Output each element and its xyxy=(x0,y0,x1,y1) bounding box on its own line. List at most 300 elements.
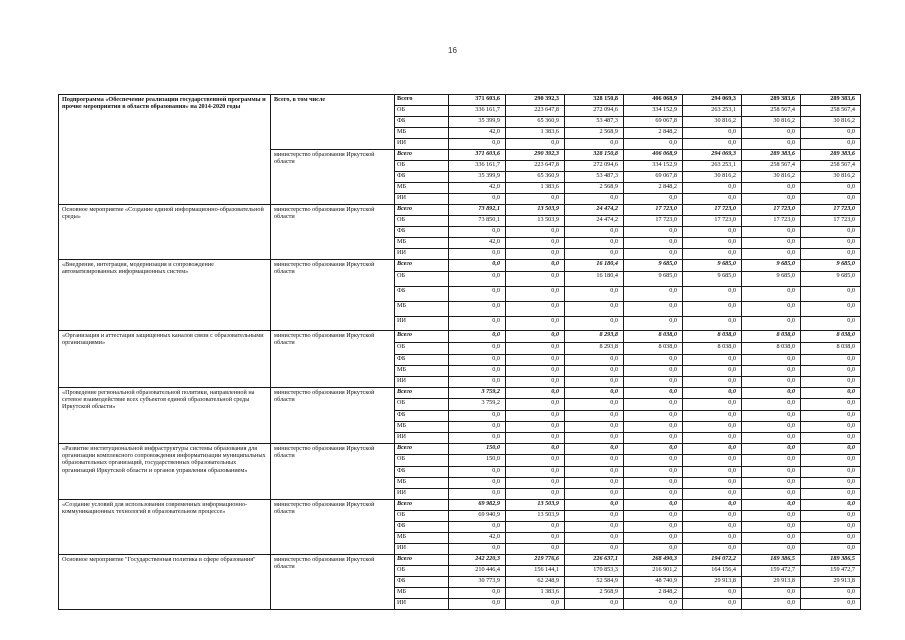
amount-cell: 0,0 xyxy=(449,467,506,478)
table-row xyxy=(59,500,861,511)
amount-cell: 0,0 xyxy=(683,355,742,366)
amount-cell: 406 068,9 xyxy=(624,95,683,106)
activity-name-cell: «Внедрение, интеграция, модернизация и сопровождение автоматизированных информационных систем» xyxy=(59,260,271,331)
amount-cell: 52 584,9 xyxy=(565,577,624,588)
amount-cell: 0,0 xyxy=(624,249,683,260)
table-row xyxy=(59,555,861,566)
funding-source-cell: ОБ xyxy=(395,399,449,411)
amount-cell: 0,0 xyxy=(683,500,742,511)
amount-cell: 0,0 xyxy=(801,287,861,302)
funding-source-cell: ФБ xyxy=(395,467,449,478)
amount-cell: 2 568,9 xyxy=(565,128,624,139)
amount-cell: 0,0 xyxy=(742,128,801,139)
amount-cell: 8 293,8 xyxy=(565,331,624,343)
amount-cell: 42,0 xyxy=(449,533,506,544)
funding-source-cell: Всего xyxy=(395,388,449,399)
amount-cell: 65 360,9 xyxy=(506,117,565,128)
amount-cell: 0,0 xyxy=(506,366,565,377)
amount-cell: 0,0 xyxy=(801,411,861,422)
amount-cell: 62 248,9 xyxy=(506,577,565,588)
amount-cell: 289 383,6 xyxy=(742,95,801,106)
amount-cell: 258 567,4 xyxy=(742,161,801,172)
funding-source-cell: ИИ xyxy=(395,249,449,260)
amount-cell: 0,0 xyxy=(683,422,742,433)
amount-cell: 0,0 xyxy=(801,183,861,194)
amount-cell: 0,0 xyxy=(506,533,565,544)
funding-source-cell: ОБ xyxy=(395,343,449,355)
amount-cell: 0,0 xyxy=(565,249,624,260)
amount-cell: 0,0 xyxy=(683,467,742,478)
amount-cell: 0,0 xyxy=(449,489,506,500)
amount-cell: 30 816,2 xyxy=(742,172,801,183)
funding-source-cell: Всего xyxy=(395,500,449,511)
amount-cell: 0,0 xyxy=(624,388,683,399)
funding-source-cell: ФБ xyxy=(395,287,449,302)
amount-cell: 13 503,9 xyxy=(506,205,565,216)
amount-cell: 0,0 xyxy=(742,377,801,388)
amount-cell: 0,0 xyxy=(683,399,742,411)
amount-cell: 0,0 xyxy=(506,489,565,500)
amount-cell: 0,0 xyxy=(565,489,624,500)
amount-cell: 0,0 xyxy=(506,544,565,555)
amount-cell: 0,0 xyxy=(801,522,861,533)
funding-source-cell: Всего xyxy=(395,260,449,272)
amount-cell: 0,0 xyxy=(449,302,506,317)
amount-cell: 210 446,4 xyxy=(449,566,506,577)
amount-cell: 0,0 xyxy=(449,260,506,272)
amount-cell: 0,0 xyxy=(801,444,861,455)
amount-cell: 17 723,0 xyxy=(624,216,683,227)
executor-cell: министерство образования Иркутской области xyxy=(271,260,395,331)
funding-source-cell: МБ xyxy=(395,366,449,377)
table-row xyxy=(59,205,861,216)
funding-source-cell: ИИ xyxy=(395,377,449,388)
amount-cell: 290 392,3 xyxy=(506,95,565,106)
amount-cell: 30 816,2 xyxy=(801,117,861,128)
amount-cell: 24 474,2 xyxy=(565,216,624,227)
amount-cell: 0,0 xyxy=(742,139,801,150)
amount-cell: 334 152,9 xyxy=(624,106,683,117)
amount-cell: 69 940,9 xyxy=(449,511,506,522)
amount-cell: 0,0 xyxy=(683,139,742,150)
amount-cell: 0,0 xyxy=(801,388,861,399)
funding-source-cell: ОБ xyxy=(395,216,449,227)
amount-cell: 328 150,8 xyxy=(565,150,624,161)
amount-cell: 0,0 xyxy=(742,194,801,205)
amount-cell: 0,0 xyxy=(742,588,801,599)
amount-cell: 53 487,3 xyxy=(565,172,624,183)
amount-cell: 0,0 xyxy=(624,467,683,478)
amount-cell: 258 567,4 xyxy=(801,161,861,172)
amount-cell: 0,0 xyxy=(801,302,861,317)
amount-cell: 8 293,8 xyxy=(565,343,624,355)
funding-source-cell: МБ xyxy=(395,422,449,433)
funding-source-cell: Всего xyxy=(395,205,449,216)
funding-source-cell: ФБ xyxy=(395,577,449,588)
activity-name-cell: Основное мероприятие «Создание единой информационно-образовательной среды» xyxy=(59,205,271,260)
amount-cell: 0,0 xyxy=(801,377,861,388)
amount-cell: 0,0 xyxy=(506,272,565,287)
amount-cell: 0,0 xyxy=(624,194,683,205)
amount-cell: 0,0 xyxy=(801,544,861,555)
amount-cell: 1 383,6 xyxy=(506,183,565,194)
amount-cell: 0,0 xyxy=(683,302,742,317)
funding-source-cell: ФБ xyxy=(395,117,449,128)
funding-source-cell: МБ xyxy=(395,588,449,599)
amount-cell: 0,0 xyxy=(683,238,742,249)
amount-cell: 0,0 xyxy=(565,355,624,366)
amount-cell: 0,0 xyxy=(506,331,565,343)
amount-cell: 30 816,2 xyxy=(742,117,801,128)
amount-cell: 223 647,8 xyxy=(506,106,565,117)
amount-cell: 328 150,8 xyxy=(565,95,624,106)
amount-cell: 0,0 xyxy=(506,399,565,411)
amount-cell: 258 567,4 xyxy=(742,106,801,117)
amount-cell: 0,0 xyxy=(624,399,683,411)
amount-cell: 336 161,7 xyxy=(449,161,506,172)
amount-cell: 1 383,6 xyxy=(506,588,565,599)
amount-cell: 290 392,3 xyxy=(506,150,565,161)
amount-cell: 0,0 xyxy=(801,227,861,238)
amount-cell: 294 069,3 xyxy=(683,150,742,161)
activity-name-cell: «Развитие институциональной инфраструктуры системы образования для организации комплексного сопровождения информатизации муниципальных образовательных организаций, государственных образовательных организаций Иркутской области и органов управления образованием» xyxy=(59,444,271,500)
amount-cell: 0,0 xyxy=(506,599,565,610)
amount-cell: 0,0 xyxy=(683,227,742,238)
amount-cell: 0,0 xyxy=(801,433,861,444)
amount-cell: 0,0 xyxy=(624,511,683,522)
amount-cell: 0,0 xyxy=(742,467,801,478)
amount-cell: 170 853,3 xyxy=(565,566,624,577)
amount-cell: 0,0 xyxy=(506,302,565,317)
amount-cell: 0,0 xyxy=(624,287,683,302)
amount-cell: 0,0 xyxy=(565,411,624,422)
amount-cell: 263 253,1 xyxy=(683,106,742,117)
amount-cell: 0,0 xyxy=(506,455,565,467)
executor-cell: министерство образования Иркутской области xyxy=(271,444,395,500)
amount-cell: 0,0 xyxy=(683,194,742,205)
funding-source-cell: ФБ xyxy=(395,227,449,238)
amount-cell: 0,0 xyxy=(624,533,683,544)
amount-cell: 9 685,0 xyxy=(742,260,801,272)
amount-cell: 0,0 xyxy=(624,444,683,455)
amount-cell: 272 094,6 xyxy=(565,106,624,117)
amount-cell: 0,0 xyxy=(742,388,801,399)
funding-source-cell: ОБ xyxy=(395,566,449,577)
amount-cell: 0,0 xyxy=(742,366,801,377)
executor-cell: министерство образования Иркутской области xyxy=(271,500,395,555)
executor-cell: министерство образования Иркутской области xyxy=(271,205,395,260)
amount-cell: 0,0 xyxy=(506,388,565,399)
amount-cell: 226 637,1 xyxy=(565,555,624,566)
amount-cell: 8 038,0 xyxy=(624,343,683,355)
funding-source-cell: Всего xyxy=(395,95,449,106)
amount-cell: 0,0 xyxy=(683,455,742,467)
funding-source-cell: ИИ xyxy=(395,317,449,331)
funding-source-cell: ОБ xyxy=(395,106,449,117)
amount-cell: 0,0 xyxy=(506,238,565,249)
amount-cell: 189 386,5 xyxy=(801,555,861,566)
activity-name-cell: Подпрограмма «Обеспечение реализации государственной программы и прочие мероприятия в области образования» на 2014-2020 годы xyxy=(59,95,271,205)
amount-cell: 0,0 xyxy=(624,433,683,444)
amount-cell: 30 816,2 xyxy=(683,172,742,183)
amount-cell: 0,0 xyxy=(683,588,742,599)
amount-cell: 0,0 xyxy=(506,377,565,388)
amount-cell: 0,0 xyxy=(565,422,624,433)
amount-cell: 156 144,1 xyxy=(506,566,565,577)
amount-cell: 0,0 xyxy=(801,467,861,478)
amount-cell: 0,0 xyxy=(565,194,624,205)
amount-cell: 0,0 xyxy=(624,238,683,249)
amount-cell: 0,0 xyxy=(683,433,742,444)
amount-cell: 9 685,0 xyxy=(624,272,683,287)
amount-cell: 150,0 xyxy=(449,444,506,455)
amount-cell: 336 161,7 xyxy=(449,106,506,117)
amount-cell: 0,0 xyxy=(624,366,683,377)
amount-cell: 0,0 xyxy=(624,455,683,467)
amount-cell: 0,0 xyxy=(742,355,801,366)
amount-cell: 0,0 xyxy=(801,422,861,433)
amount-cell: 0,0 xyxy=(565,533,624,544)
amount-cell: 13 503,9 xyxy=(506,511,565,522)
amount-cell: 0,0 xyxy=(683,489,742,500)
amount-cell: 0,0 xyxy=(742,238,801,249)
amount-cell: 0,0 xyxy=(565,139,624,150)
amount-cell: 30 816,2 xyxy=(801,172,861,183)
funding-source-cell: ИИ xyxy=(395,139,449,150)
amount-cell: 17 723,0 xyxy=(683,216,742,227)
amount-cell: 0,0 xyxy=(506,355,565,366)
amount-cell: 2 568,9 xyxy=(565,183,624,194)
amount-cell: 0,0 xyxy=(449,249,506,260)
amount-cell: 0,0 xyxy=(801,478,861,489)
amount-cell: 17 723,0 xyxy=(742,205,801,216)
amount-cell: 0,0 xyxy=(683,478,742,489)
amount-cell: 0,0 xyxy=(506,227,565,238)
amount-cell: 9 685,0 xyxy=(683,272,742,287)
amount-cell: 69 067,8 xyxy=(624,172,683,183)
amount-cell: 242 220,3 xyxy=(449,555,506,566)
amount-cell: 0,0 xyxy=(624,411,683,422)
amount-cell: 8 038,0 xyxy=(742,331,801,343)
executor-cell: министерство образования Иркутской области xyxy=(271,555,395,610)
amount-cell: 223 647,8 xyxy=(506,161,565,172)
amount-cell: 0,0 xyxy=(565,388,624,399)
funding-source-cell: ФБ xyxy=(395,355,449,366)
amount-cell: 0,0 xyxy=(624,302,683,317)
amount-cell: 16 180,4 xyxy=(565,272,624,287)
table-row xyxy=(59,444,861,455)
amount-cell: 0,0 xyxy=(742,500,801,511)
amount-cell: 9 685,0 xyxy=(624,260,683,272)
funding-source-cell: Всего xyxy=(395,331,449,343)
amount-cell: 0,0 xyxy=(565,511,624,522)
amount-cell: 2 848,2 xyxy=(624,128,683,139)
amount-cell: 17 723,0 xyxy=(742,216,801,227)
amount-cell: 9 685,0 xyxy=(742,272,801,287)
amount-cell: 8 038,0 xyxy=(683,331,742,343)
budget-table-body xyxy=(59,95,861,610)
funding-source-cell: ОБ xyxy=(395,161,449,172)
amount-cell: 2 568,9 xyxy=(565,588,624,599)
amount-cell: 0,0 xyxy=(624,377,683,388)
funding-source-cell: ОБ xyxy=(395,272,449,287)
amount-cell: 0,0 xyxy=(449,287,506,302)
amount-cell: 0,0 xyxy=(449,331,506,343)
amount-cell: 0,0 xyxy=(449,522,506,533)
amount-cell: 9 685,0 xyxy=(801,272,861,287)
amount-cell: 0,0 xyxy=(624,227,683,238)
amount-cell: 8 038,0 xyxy=(683,343,742,355)
funding-source-cell: ОБ xyxy=(395,455,449,467)
amount-cell: 0,0 xyxy=(742,317,801,331)
amount-cell: 0,0 xyxy=(624,522,683,533)
amount-cell: 0,0 xyxy=(506,411,565,422)
amount-cell: 3 759,2 xyxy=(449,388,506,399)
amount-cell: 53 487,3 xyxy=(565,117,624,128)
funding-source-cell: ФБ xyxy=(395,172,449,183)
amount-cell: 289 383,6 xyxy=(801,95,861,106)
amount-cell: 159 472,7 xyxy=(801,566,861,577)
activity-name-cell: «Создание условий для использования современных информационно-коммуникационных технологий в образовательном процессе» xyxy=(59,500,271,555)
amount-cell: 0,0 xyxy=(565,287,624,302)
amount-cell: 17 723,0 xyxy=(801,216,861,227)
table-row xyxy=(59,260,861,272)
amount-cell: 0,0 xyxy=(742,227,801,238)
amount-cell: 0,0 xyxy=(742,183,801,194)
amount-cell: 9 685,0 xyxy=(683,260,742,272)
amount-cell: 0,0 xyxy=(801,366,861,377)
amount-cell: 0,0 xyxy=(742,544,801,555)
funding-source-cell: Всего xyxy=(395,555,449,566)
amount-cell: 0,0 xyxy=(449,588,506,599)
funding-source-cell: МБ xyxy=(395,238,449,249)
funding-source-cell: МБ xyxy=(395,302,449,317)
amount-cell: 17 723,0 xyxy=(801,205,861,216)
amount-cell: 0,0 xyxy=(742,489,801,500)
amount-cell: 0,0 xyxy=(742,522,801,533)
amount-cell: 0,0 xyxy=(683,511,742,522)
funding-source-cell: Всего xyxy=(395,444,449,455)
amount-cell: 0,0 xyxy=(565,433,624,444)
amount-cell: 1 383,6 xyxy=(506,128,565,139)
amount-cell: 0,0 xyxy=(742,287,801,302)
amount-cell: 0,0 xyxy=(506,139,565,150)
amount-cell: 0,0 xyxy=(801,194,861,205)
activity-name-cell: «Проведение региональной образовательной политики, направленной на сетевое взаимодействие всех субъектов единой образовательной среды Иркутской области» xyxy=(59,388,271,444)
amount-cell: 0,0 xyxy=(449,227,506,238)
amount-cell: 3 759,2 xyxy=(449,399,506,411)
amount-cell: 35 399,9 xyxy=(449,117,506,128)
amount-cell: 371 603,6 xyxy=(449,95,506,106)
amount-cell: 334 152,9 xyxy=(624,161,683,172)
executor-cell: министерство образования Иркутской области xyxy=(271,388,395,444)
amount-cell: 294 069,3 xyxy=(683,95,742,106)
amount-cell: 35 399,9 xyxy=(449,172,506,183)
amount-cell: 0,0 xyxy=(449,272,506,287)
amount-cell: 164 156,4 xyxy=(683,566,742,577)
amount-cell: 0,0 xyxy=(683,411,742,422)
amount-cell: 17 723,0 xyxy=(624,205,683,216)
amount-cell: 69 067,8 xyxy=(624,117,683,128)
amount-cell: 0,0 xyxy=(683,287,742,302)
amount-cell: 0,0 xyxy=(506,422,565,433)
amount-cell: 0,0 xyxy=(683,317,742,331)
amount-cell: 0,0 xyxy=(801,511,861,522)
amount-cell: 0,0 xyxy=(742,302,801,317)
funding-source-cell: ИИ xyxy=(395,194,449,205)
amount-cell: 0,0 xyxy=(683,388,742,399)
amount-cell: 42,0 xyxy=(449,128,506,139)
activity-name-cell: «Организация и аттестация защищенных каналов связи с образовательными организациями» xyxy=(59,331,271,388)
amount-cell: 30 816,2 xyxy=(683,117,742,128)
executor-cell: министерство образования Иркутской области xyxy=(271,150,395,205)
funding-source-cell: ОБ xyxy=(395,511,449,522)
amount-cell: 0,0 xyxy=(801,238,861,249)
amount-cell: 42,0 xyxy=(449,183,506,194)
amount-cell: 0,0 xyxy=(565,377,624,388)
amount-cell: 263 253,1 xyxy=(683,161,742,172)
amount-cell: 0,0 xyxy=(683,522,742,533)
amount-cell: 0,0 xyxy=(449,433,506,444)
amount-cell: 2 848,2 xyxy=(624,588,683,599)
amount-cell: 73 892,1 xyxy=(449,205,506,216)
amount-cell: 0,0 xyxy=(624,355,683,366)
amount-cell: 13 503,9 xyxy=(506,216,565,227)
amount-cell: 0,0 xyxy=(506,287,565,302)
amount-cell: 0,0 xyxy=(506,433,565,444)
amount-cell: 69 982,9 xyxy=(449,500,506,511)
amount-cell: 65 360,9 xyxy=(506,172,565,183)
amount-cell: 0,0 xyxy=(506,522,565,533)
executor-cell: министерство образования Иркутской области xyxy=(271,331,395,388)
amount-cell: 0,0 xyxy=(742,478,801,489)
amount-cell: 219 776,6 xyxy=(506,555,565,566)
amount-cell: 0,0 xyxy=(565,399,624,411)
amount-cell: 0,0 xyxy=(683,366,742,377)
amount-cell: 258 567,4 xyxy=(801,106,861,117)
funding-source-cell: МБ xyxy=(395,183,449,194)
amount-cell: 0,0 xyxy=(565,522,624,533)
amount-cell: 0,0 xyxy=(801,455,861,467)
funding-source-cell: ФБ xyxy=(395,411,449,422)
amount-cell: 0,0 xyxy=(565,366,624,377)
amount-cell: 159 472,7 xyxy=(742,566,801,577)
funding-source-cell: ИИ xyxy=(395,599,449,610)
amount-cell: 0,0 xyxy=(624,500,683,511)
amount-cell: 0,0 xyxy=(801,533,861,544)
amount-cell: 42,0 xyxy=(449,238,506,249)
amount-cell: 0,0 xyxy=(801,489,861,500)
executor-cell: Всего, в том числе xyxy=(271,95,395,150)
amount-cell: 0,0 xyxy=(565,599,624,610)
amount-cell: 0,0 xyxy=(742,444,801,455)
amount-cell: 0,0 xyxy=(565,238,624,249)
amount-cell: 0,0 xyxy=(449,355,506,366)
amount-cell: 8 038,0 xyxy=(742,343,801,355)
amount-cell: 0,0 xyxy=(624,139,683,150)
funding-source-cell: ИИ xyxy=(395,544,449,555)
amount-cell: 8 038,0 xyxy=(801,331,861,343)
amount-cell: 0,0 xyxy=(683,599,742,610)
amount-cell: 73 850,1 xyxy=(449,216,506,227)
amount-cell: 0,0 xyxy=(624,478,683,489)
amount-cell: 0,0 xyxy=(624,317,683,331)
amount-cell: 0,0 xyxy=(506,260,565,272)
amount-cell: 0,0 xyxy=(506,194,565,205)
funding-source-cell: МБ xyxy=(395,128,449,139)
amount-cell: 8 038,0 xyxy=(624,331,683,343)
amount-cell: 268 490,3 xyxy=(624,555,683,566)
